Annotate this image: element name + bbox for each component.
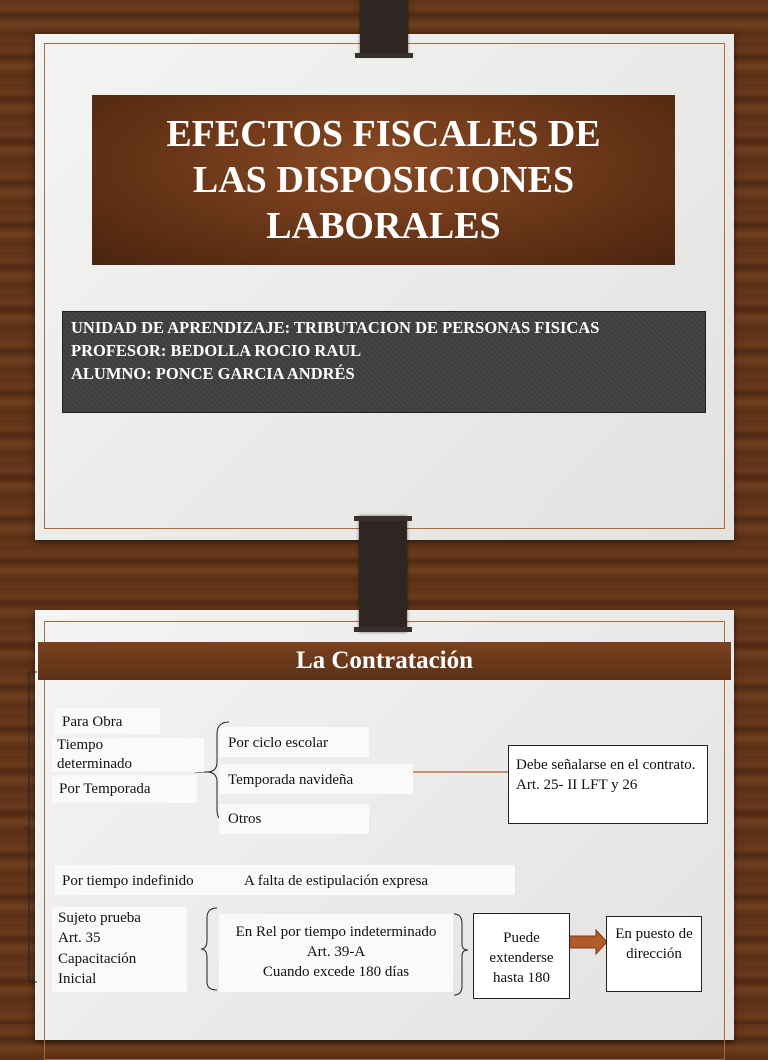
para-obra-label: Para Obra bbox=[62, 714, 123, 730]
info-line-alumno: ALUMNO: PONCE GARCIA ANDRÉS bbox=[71, 364, 355, 383]
prueba-line-3: Capacitación bbox=[58, 951, 137, 967]
slide-title: La Contratación bbox=[295, 647, 474, 674]
por-temporada-label: Por Temporada bbox=[59, 781, 151, 797]
tiempo-label: Tiempo bbox=[57, 737, 104, 753]
ciclo-escolar-label: Por ciclo escolar bbox=[228, 735, 328, 751]
puesto-direccion-text: En puesto de dirección bbox=[615, 926, 693, 962]
puede-extenderse-box bbox=[473, 913, 570, 999]
presentation-title: EFECTOS FISCALES DE LAS DISPOSICIONES LABORALES bbox=[166, 113, 601, 247]
info-panel bbox=[62, 311, 706, 413]
info-line-unidad: UNIDAD DE APRENDIZAJE: TRIBUTACION DE PERSONAS FISICAS bbox=[71, 318, 600, 337]
binder-clip-top bbox=[360, 0, 408, 56]
indefinido-label: Por tiempo indefinido bbox=[62, 873, 194, 889]
title-banner bbox=[92, 95, 675, 265]
binder-clip-middle bbox=[359, 516, 407, 632]
prueba-line-2: Art. 35 bbox=[58, 930, 101, 946]
rel-line-1: En Rel por tiempo indeterminado bbox=[235, 924, 437, 940]
rel-line-2: Art. 39-A bbox=[306, 944, 366, 960]
contract-note: Debe señalarse en el contrato. Art. 25- II LFT y 26 bbox=[516, 757, 696, 793]
puesto-direccion-box bbox=[606, 916, 702, 992]
rel-line-3: Cuando excede 180 días bbox=[262, 964, 410, 980]
contratacion-slide bbox=[35, 610, 734, 1040]
prueba-line-4: Inicial bbox=[58, 971, 97, 987]
contract-note-box bbox=[508, 745, 708, 824]
determinado-label: determinado bbox=[57, 756, 132, 772]
prueba-line-1: Sujeto prueba bbox=[58, 910, 141, 926]
info-line-profesor: PROFESOR: BEDOLLA ROCIO RAUL bbox=[71, 341, 362, 360]
indefinido-detail: A falta de estipulación expresa bbox=[244, 873, 429, 889]
otros-label: Otros bbox=[228, 811, 262, 827]
puede-extenderse-text: Puede extenderse hasta 180 bbox=[489, 930, 554, 986]
navidena-label: Temporada navideña bbox=[228, 772, 354, 788]
title-slide bbox=[35, 34, 734, 540]
